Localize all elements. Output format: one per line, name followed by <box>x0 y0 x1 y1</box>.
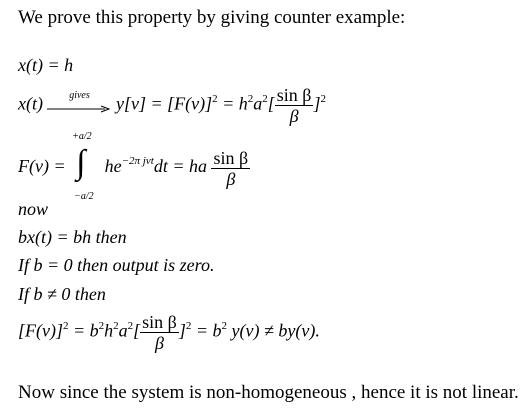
equation-fourier <box>18 131 250 202</box>
eq2-rhs-a: y[ν] = [F(ν)] <box>115 93 213 114</box>
eq3-dt: dt = ha <box>153 156 207 177</box>
eq2-rhs-c: a <box>253 93 263 114</box>
final-fraction <box>140 313 179 352</box>
integral-lower-limit: −a/2 <box>74 191 94 202</box>
conclusion-text: Now since the system is non-homogeneous , hence it is not linear. <box>18 382 519 403</box>
final-c: h <box>104 320 114 341</box>
final-d: a <box>118 320 128 341</box>
line-now: now <box>18 199 49 219</box>
eq3-fraction-num: sin β <box>213 147 249 168</box>
final-square-2: 2 <box>98 319 105 332</box>
final-f: = b <box>191 320 222 341</box>
arrow-label: gives <box>69 89 90 101</box>
eq2-bracket-close: ] <box>313 93 321 114</box>
eq3-fraction <box>211 149 250 188</box>
line-if-zero: If b = 0 then output is zero. <box>18 255 215 275</box>
final-g: y(ν) ≠ by(ν). <box>227 320 320 341</box>
equation-x-equals-h: x(t) = h <box>18 55 74 75</box>
eq2-square-3: 2 <box>262 92 268 105</box>
final-fraction-num: sin β <box>142 312 177 332</box>
eq3-integrand: he <box>104 156 122 177</box>
eq2-square: 2 <box>212 92 218 105</box>
eq2-bracket-open: [ <box>267 93 275 114</box>
line-bx: bx(t) = bh then <box>18 227 127 247</box>
eq3-exponent: −2π jνt <box>121 155 154 168</box>
intro-text: We prove this property by giving counter example: <box>18 7 406 28</box>
line-if-nonzero: If b ≠ 0 then <box>18 284 106 304</box>
eq2-lhs: x(t) <box>18 93 43 114</box>
final-a: [F(ν)] <box>18 320 63 341</box>
final-bracket-open: [ <box>133 320 141 341</box>
final-e: ] <box>178 320 186 341</box>
equation-final <box>18 313 320 352</box>
eq3-fraction-den: β <box>226 168 236 189</box>
integral-upper-limit: +a/2 <box>72 131 92 142</box>
equation-gives <box>18 86 326 125</box>
final-square-1: 2 <box>62 319 69 332</box>
eq2-rhs-b: = h <box>217 93 248 114</box>
integral-sign-icon: +a/2 ∫ −a/2 <box>72 131 94 202</box>
eq3-lhs: F(ν) = <box>18 156 66 177</box>
final-fraction-den: β <box>155 333 164 353</box>
final-square-5: 2 <box>185 319 192 332</box>
gives-arrow-icon <box>47 89 111 115</box>
eq2-fraction-num: sin β <box>276 85 312 105</box>
eq2-fraction-den: β <box>289 106 299 126</box>
eq2-fraction <box>275 86 314 125</box>
final-b: = b <box>68 320 99 341</box>
final-square-6: 2 <box>221 319 227 332</box>
eq2-square-4: 2 <box>320 92 326 105</box>
final-square-3: 2 <box>113 319 119 332</box>
final-square-4: 2 <box>127 319 134 332</box>
eq2-square-2: 2 <box>247 92 254 105</box>
